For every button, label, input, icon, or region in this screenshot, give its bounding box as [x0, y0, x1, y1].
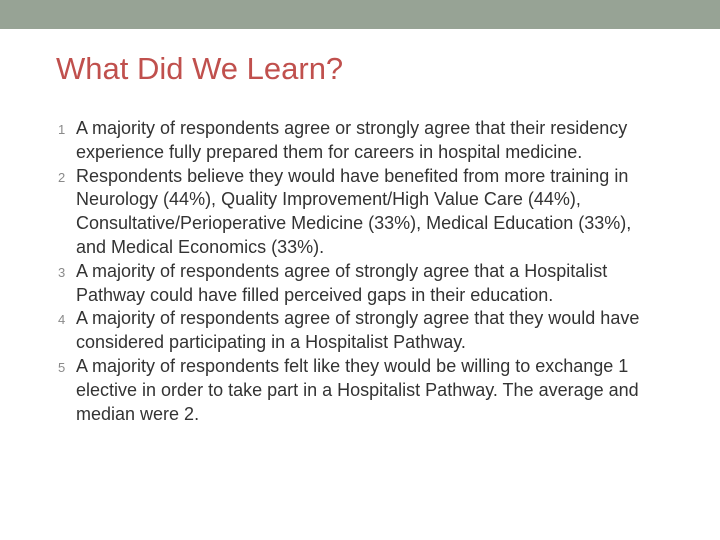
finding-text: A majority of respondents agree of strongly agree that a Hospitalist Pathway could have filled perceived gaps in their education. [76, 260, 608, 305]
finding-number: 2 [58, 169, 66, 185]
findings-list [56, 117, 656, 426]
finding-item [56, 165, 656, 260]
slide-title: What Did We Learn? [56, 51, 344, 86]
finding-text: A majority of respondents felt like they would be willing to exchange 1 elective in order to take part in a Hospitalist Pathway. The average and median were 2. [76, 355, 639, 424]
finding-item [56, 117, 656, 165]
finding-text: A majority of respondents agree or strongly agree that their residency experience fully prepared them for careers in hospital medicine. [76, 118, 628, 162]
finding-item [56, 260, 656, 308]
finding-number: 4 [58, 312, 66, 328]
finding-item [56, 307, 656, 355]
finding-number: 3 [58, 264, 66, 280]
finding-number: 5 [58, 359, 66, 375]
finding-text: Respondents believe they would have benefited from more training in Neurology (44%), Quality Improvement/High Value Care (44%), Consultative/Perioperative Medicine (33%), Medical Education (33%), and Medical Economics (33%). [76, 165, 632, 257]
finding-text: A majority of respondents agree of strongly agree that they would have considered participating in a Hospitalist Pathway. [76, 308, 640, 353]
finding-number: 1 [58, 122, 66, 137]
finding-item [56, 355, 656, 426]
top-accent-bar [0, 0, 720, 29]
